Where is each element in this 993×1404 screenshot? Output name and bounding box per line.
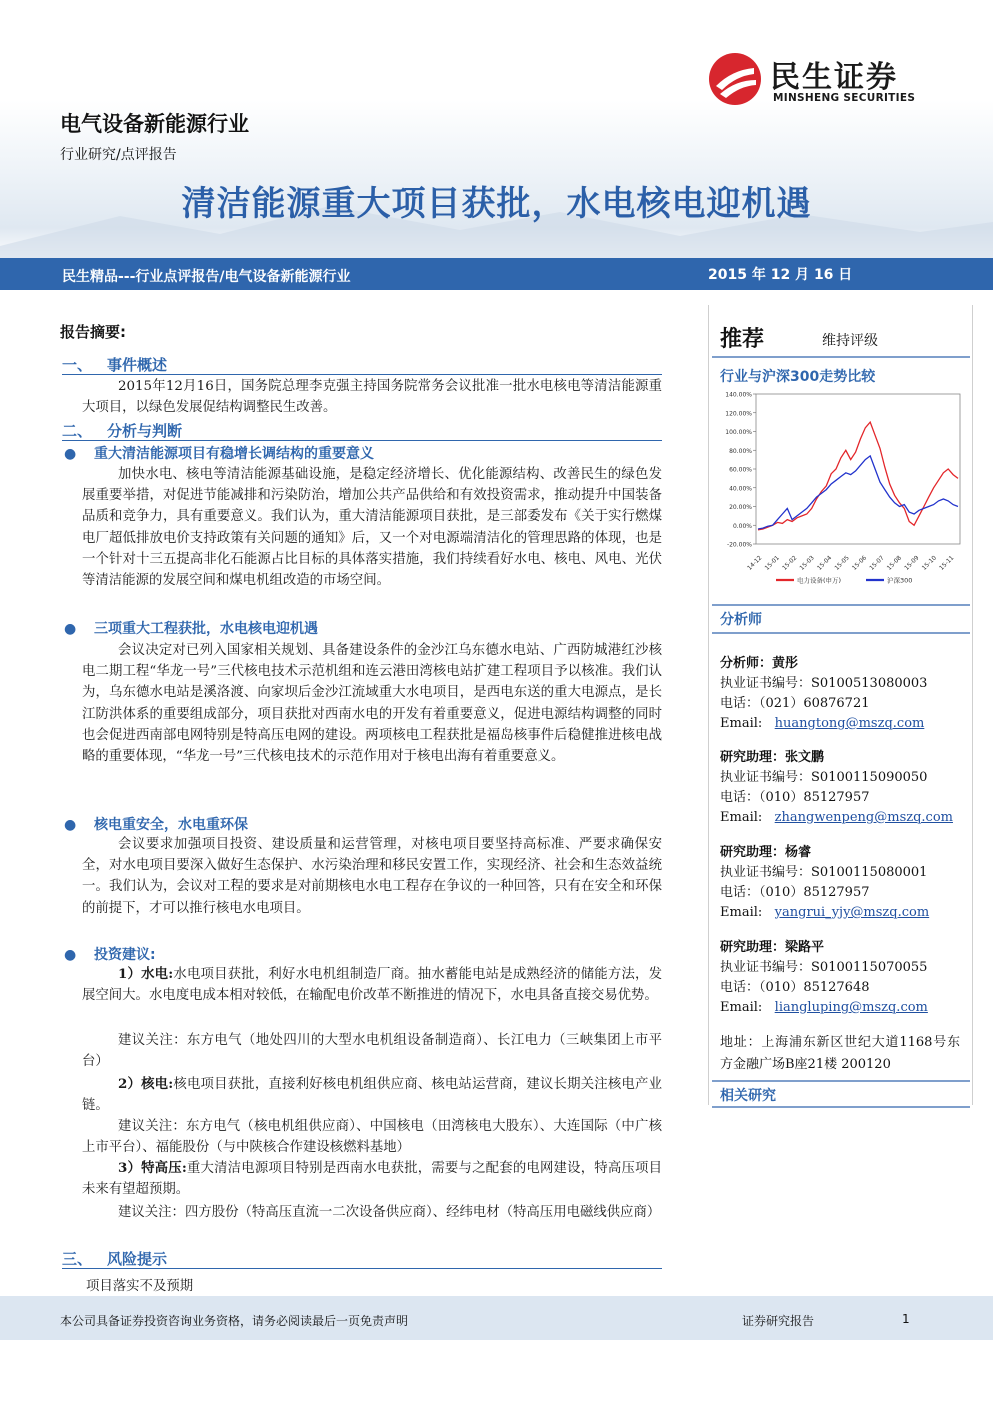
section-3-number: 三、 bbox=[62, 1250, 93, 1268]
x-tick-label: 15-07 bbox=[868, 554, 886, 572]
phone-number: （010）85127648 bbox=[759, 980, 870, 995]
cert-number: S0100513080003 bbox=[811, 676, 928, 691]
email-label: Email: bbox=[720, 905, 763, 920]
y-tick-label: 60.00% bbox=[729, 466, 752, 474]
bullet-1-paragraph: 加快水电、核电等清洁能源基础设施，是稳定经济增长、优化能源结构、改善民生的绿色发展重要举措，对促进节能减排和污染防治，增加公共产品供给和有效投资需求，推动提升中国装备品质和竞争力，具有重要意义。我们认为，重大清洁能源项目获批，是三部委发布《关于实行燃煤电厂超低排放电价支持政策有关问题的通知》后，又一个对电源端清洁化的管理思路的体现，也是一个针对十三五提高非化石能源占比目标的具体落实措施，我们持续看好水电、核电、风电、光伏等清洁能源的发展空间和煤电机组改造的市场空间。 bbox=[82, 467, 662, 589]
phone-label: 电话： bbox=[720, 790, 760, 805]
section-3-title: 风险提示 bbox=[107, 1250, 168, 1268]
sidebar-divider bbox=[712, 632, 970, 634]
email-label: Email: bbox=[720, 810, 763, 825]
email-link[interactable]: huangtong@mszq.com bbox=[774, 716, 925, 731]
bullet-icon: ● bbox=[64, 446, 77, 462]
email-label: Email: bbox=[720, 716, 763, 731]
section-2-heading bbox=[62, 420, 182, 441]
y-tick-label: 140.00% bbox=[725, 391, 752, 399]
office-address: 地址：上海浦东新区世纪大道1168号东方金融广场B座21楼 200120 bbox=[720, 1035, 960, 1072]
cert-label: 执业证书编号： bbox=[720, 676, 812, 691]
email-link[interactable]: yangrui_yjy@mszq.com bbox=[774, 905, 930, 920]
legend-label: 沪深300 bbox=[887, 576, 913, 585]
email-link[interactable]: liangluping@mszq.com bbox=[774, 1000, 928, 1015]
legend-label: 电力设备(申万) bbox=[797, 576, 842, 585]
footer-disclaimer: 本公司具备证券投资咨询业务资格，请务必阅读最后一页免责声明 bbox=[60, 1314, 409, 1328]
analyst-heading: 分析师 bbox=[720, 612, 762, 628]
uhv-label: 3）特高压: bbox=[118, 1160, 187, 1176]
bullet-2-heading bbox=[64, 618, 318, 638]
phone-label: 电话： bbox=[720, 980, 760, 995]
section-divider bbox=[62, 440, 662, 441]
analyst-block-4 bbox=[720, 938, 970, 1018]
y-tick-label: 40.00% bbox=[729, 485, 752, 493]
section-divider bbox=[62, 374, 662, 375]
investment-uhv-paragraph bbox=[82, 1158, 662, 1200]
footer-report-label: 证券研究报告 bbox=[742, 1314, 815, 1328]
section-1-number: 一、 bbox=[62, 356, 93, 374]
sidebar-border-right bbox=[972, 305, 973, 1105]
y-tick-label: 0.00% bbox=[732, 522, 752, 530]
page-number: 1 bbox=[902, 1312, 910, 1326]
report-title: 清洁能源重大项目获批，水电核电迎机遇 bbox=[181, 184, 812, 224]
logo-icon bbox=[708, 52, 762, 106]
bullet-icon: ● bbox=[64, 817, 77, 833]
sidebar-divider bbox=[712, 604, 970, 606]
analyst-role: 研究助理： bbox=[720, 940, 786, 955]
hydro-text: 水电项目获批，利好水电机组制造厂商。抽水蓄能电站是成熟经济的储能方法，发展空间大。水电度电成本相对较低，在输配电价改革不断推进的情况下，水电具备直接交易优势。 bbox=[82, 967, 662, 1004]
x-tick-label: 15-01 bbox=[763, 554, 781, 572]
analyst-name: 张文鹏 bbox=[785, 750, 825, 765]
phone-label: 电话： bbox=[720, 885, 760, 900]
investment-uhv-picks: 建议关注：四方股份（特高压直流一二次设备供应商）、经纬电材（特高压用电磁线供应商） bbox=[118, 1205, 661, 1220]
x-tick-label: 15-10 bbox=[920, 554, 938, 572]
cert-number: S0100115090050 bbox=[811, 770, 928, 785]
bullet-1-heading bbox=[64, 443, 374, 463]
nuclear-label: 2）核电: bbox=[118, 1076, 174, 1092]
x-tick-label: 15-08 bbox=[885, 554, 904, 572]
analyst-role: 研究助理： bbox=[720, 750, 786, 765]
trend-chart bbox=[714, 388, 970, 600]
bullet-4-title: 投资建议: bbox=[94, 947, 156, 963]
y-tick-label: 120.00% bbox=[725, 410, 752, 418]
chart-title: 行业与沪深300走势比较 bbox=[720, 369, 876, 385]
section-2-number: 二、 bbox=[62, 422, 93, 440]
industry-label: 电气设备新能源行业 bbox=[60, 112, 249, 136]
bullet-2-paragraph: 会议决定对已列入国家相关规划、具备建设条件的金沙江乌东德水电站、广西防城港红沙核电二期工程“华龙一号”三代核电技术示范机组和连云港田湾核电站扩建工程项目予以核准。我们认为，乌东德水电站是溪洛渡、向家坝后金沙江流域重大水电项目，是西电东送的重大电源点，是长江防洪体系的重要组成部分，项目获批对西南水电的开发有着重要意义，促进电源结构调整的同时也会促进西南部电网特别是特高压电网的建设。两项核电工程获批是福岛核事件后稳健推进核电战略的重要体现，“华龙一号”三代核电技术的示范作用对于核电出海有着重要意义。 bbox=[82, 643, 662, 765]
section-1-heading bbox=[62, 354, 167, 375]
section-1-title: 事件概述 bbox=[107, 356, 168, 374]
uhv-text: 重大清洁电源项目特别是西南水电获批，需要与之配套的电网建设，特高压项目未来有望超预期。 bbox=[82, 1161, 662, 1198]
bullet-icon: ● bbox=[64, 621, 77, 637]
sidebar-divider bbox=[712, 1080, 970, 1082]
report-date: 2015 年 12 月 16 日 bbox=[708, 267, 853, 283]
bullet-icon: ● bbox=[64, 947, 77, 963]
y-tick-label: 80.00% bbox=[729, 447, 752, 455]
section-2-title: 分析与判断 bbox=[107, 422, 183, 440]
cert-number: S0100115080001 bbox=[811, 865, 928, 880]
y-tick-label: 20.00% bbox=[729, 504, 752, 511]
analyst-block-1 bbox=[720, 654, 970, 734]
cert-number: S0100115070055 bbox=[811, 960, 928, 975]
analyst-name: 杨睿 bbox=[785, 845, 812, 860]
logo-subtitle: MINSHENG SECURITIES bbox=[773, 92, 916, 104]
rating-note: 维持评级 bbox=[822, 333, 878, 349]
bullet-3-heading bbox=[64, 814, 248, 834]
sidebar-divider bbox=[712, 1106, 970, 1108]
investment-hydro-paragraph bbox=[82, 964, 662, 1006]
investment-nuclear-picks: 建议关注：东方电气（核电机组供应商）、中国核电（田湾核电大股东）、大连国际（中广核上市平台）、福能股份（与中陕核合作建设核燃料基地） bbox=[82, 1119, 662, 1156]
email-label: Email: bbox=[720, 1000, 763, 1015]
analyst-block-2 bbox=[720, 748, 970, 828]
section-1-paragraph: 2015年12月16日，国务院总理李克强主持国务院常务会议批准一批水电核电等清洁能源重大项目，以绿色发展促结构调整民生改善。 bbox=[82, 379, 662, 416]
summary-heading: 报告摘要: bbox=[60, 323, 126, 341]
analyst-block-3 bbox=[720, 843, 970, 923]
x-tick-label: 15-03 bbox=[798, 554, 816, 572]
x-tick-label: 15-06 bbox=[850, 554, 869, 572]
x-tick-label: 15-09 bbox=[903, 554, 921, 572]
x-tick-label: 15-02 bbox=[781, 554, 799, 572]
logo-name: 民生证券 bbox=[770, 60, 898, 95]
bullet-3-title: 核电重安全，水电重环保 bbox=[94, 817, 248, 833]
phone-number: （010）85127957 bbox=[759, 790, 870, 805]
section-3-heading bbox=[62, 1248, 167, 1269]
band-series-label: 民生精品---行业点评报告/电气设备新能源行业 bbox=[62, 269, 351, 285]
sidebar-border-left bbox=[708, 305, 709, 1105]
x-tick-label: 14-12 bbox=[746, 554, 764, 572]
hydro-label: 1）水电: bbox=[118, 966, 174, 982]
bullet-2-title: 三项重大工程获批，水电核电迎机遇 bbox=[94, 621, 318, 637]
phone-number: （021）60876721 bbox=[759, 696, 870, 711]
analyst-name: 梁路平 bbox=[785, 940, 825, 955]
section-divider bbox=[62, 1268, 662, 1269]
bullet-3-paragraph: 会议要求加强项目投资、建设质量和运营管理，对核电项目要坚持高标准、严要求确保安全，对水电项目要深入做好生态保护、水污染治理和移民安置工作，实现经济、社会和生态效益统一。我们认为，会议对工程的要求是对前期核电水电工程存在争议的一种回答，只有在安全和环保的前提下，才可以推行核电水电项目。 bbox=[82, 837, 662, 916]
investment-nuclear-paragraph bbox=[82, 1074, 662, 1116]
email-link[interactable]: zhangwenpeng@mszq.com bbox=[774, 810, 953, 825]
cert-label: 执业证书编号： bbox=[720, 865, 812, 880]
x-tick-label: 15-05 bbox=[833, 554, 851, 572]
x-tick-label: 15-11 bbox=[938, 554, 956, 572]
investment-hydro-picks: 建议关注：东方电气（地处四川的大型水电机组设备制造商）、长江电力（三峡集团上市平台） bbox=[82, 1033, 662, 1070]
cert-label: 执业证书编号： bbox=[720, 770, 812, 785]
bullet-1-title: 重大清洁能源项目有稳增长调结构的重要意义 bbox=[94, 446, 374, 462]
y-tick-label: -20.00% bbox=[726, 541, 752, 549]
related-research-heading: 相关研究 bbox=[720, 1088, 776, 1104]
rating: 推荐 bbox=[720, 327, 765, 352]
cert-label: 执业证书编号： bbox=[720, 960, 812, 975]
y-tick-label: 100.00% bbox=[725, 429, 752, 436]
x-tick-label: 15-04 bbox=[815, 554, 834, 572]
risk-text: 项目落实不及预期 bbox=[86, 1279, 194, 1294]
nuclear-text: 核电项目获批，直接利好核电机组供应商、核电站运营商，建议长期关注核电产业链。 bbox=[82, 1077, 662, 1114]
phone-label: 电话： bbox=[720, 696, 760, 711]
report-type: 行业研究/点评报告 bbox=[60, 147, 177, 163]
analyst-role: 研究助理： bbox=[720, 845, 786, 860]
analyst-name: 黄彤 bbox=[772, 656, 799, 671]
sidebar-divider bbox=[712, 356, 970, 358]
bullet-4-heading bbox=[64, 944, 156, 964]
phone-number: （010）85127957 bbox=[759, 885, 870, 900]
analyst-role: 分析师： bbox=[720, 656, 773, 671]
